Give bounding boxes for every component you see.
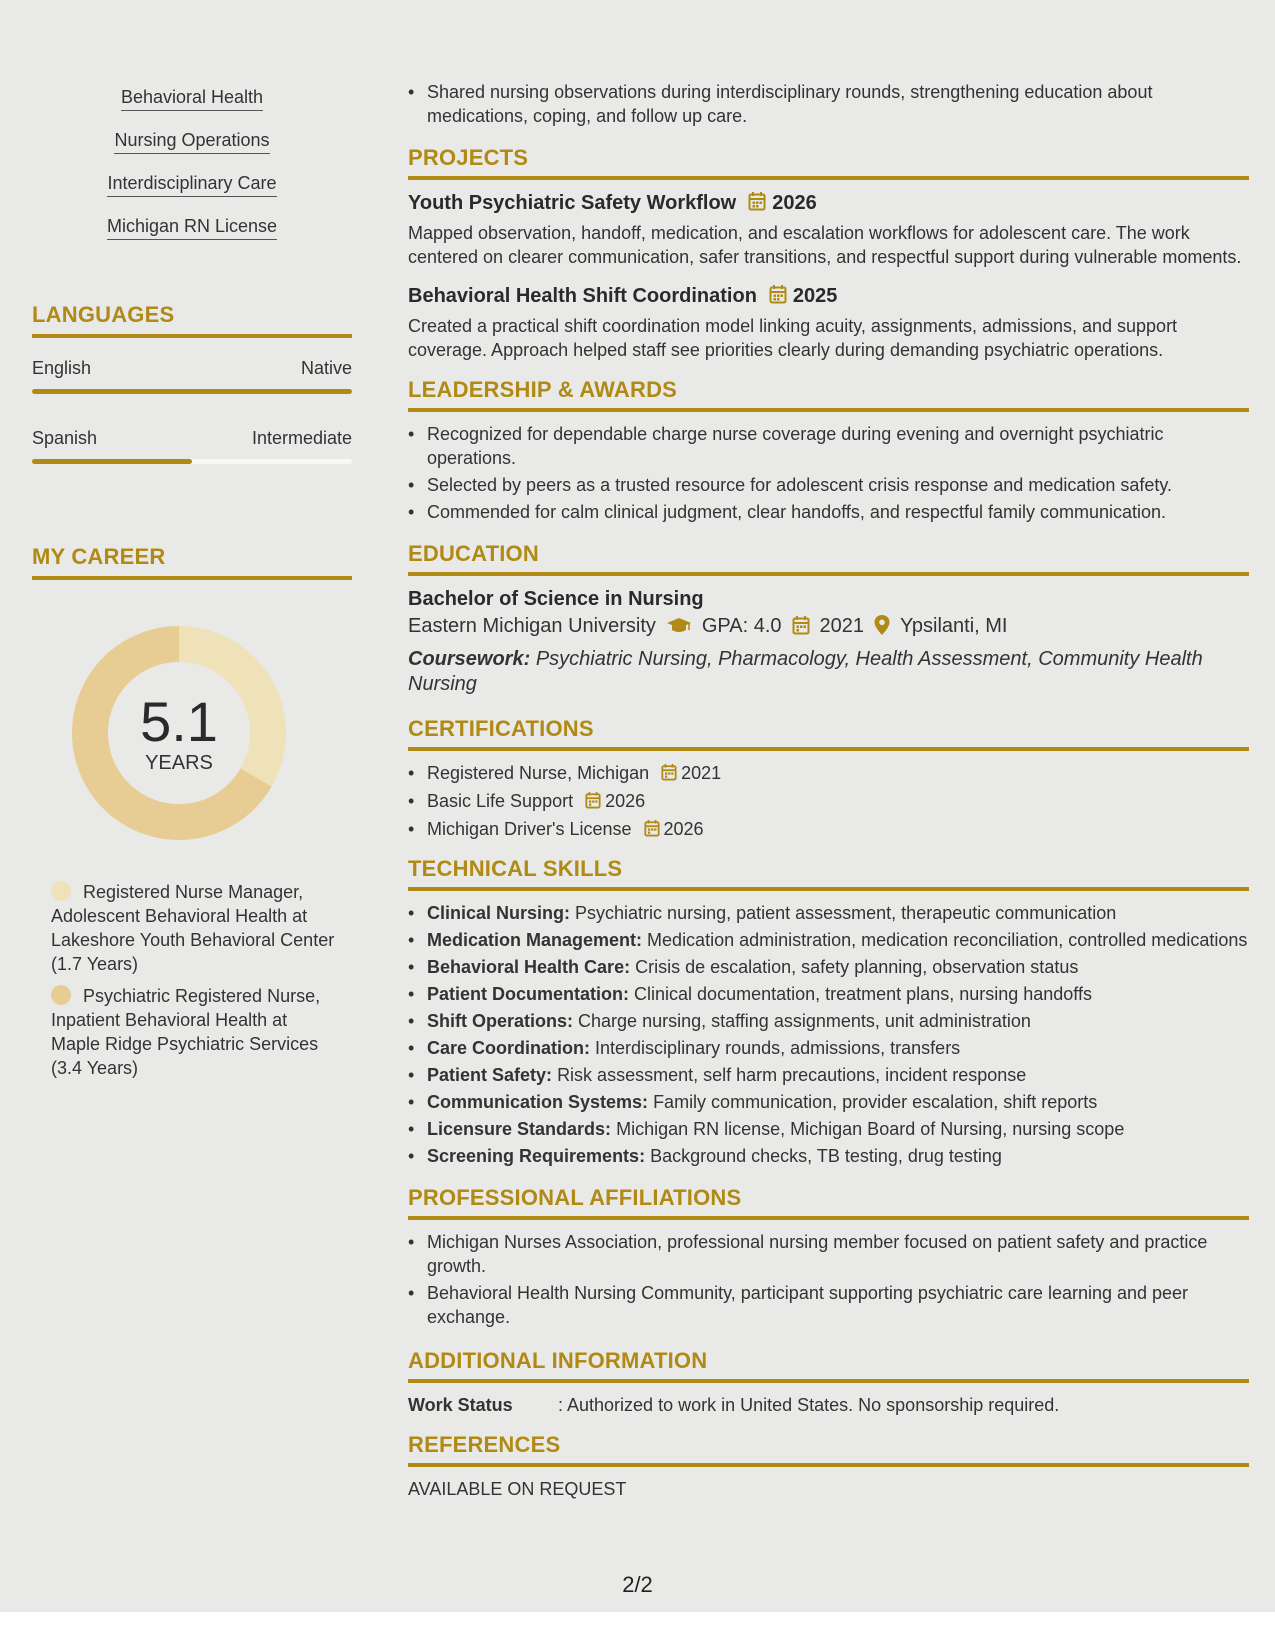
language-english: [32, 358, 352, 394]
coursework-label: Coursework:: [408, 648, 531, 670]
skill-item: [408, 955, 1249, 979]
certification-item: [408, 817, 1249, 843]
affiliation-item: • Michigan Nurses Association, professional nursing member focused on patient safety and practice growth.: [408, 1230, 1249, 1278]
skill-label: Licensure Standards:: [427, 1119, 612, 1139]
certification-year: 2026: [605, 791, 646, 811]
education-details: [408, 612, 1249, 643]
career-legend-item: [51, 984, 341, 1080]
career-unit: YEARS: [145, 752, 213, 774]
skill-text: Clinical documentation, treatment plans, nursing handoffs: [634, 984, 1092, 1004]
skill-label: Medication Management:: [427, 930, 643, 950]
skill-item: [408, 1009, 1249, 1033]
skill-item: [408, 1090, 1249, 1114]
skill-item: [408, 1063, 1249, 1087]
certification-name: Michigan Driver's License: [427, 819, 632, 839]
affiliations-list: [408, 1230, 1249, 1329]
certification-name: Registered Nurse, Michigan: [427, 763, 650, 783]
skill-label: Communication Systems:: [427, 1092, 649, 1112]
language-bar-fill: [32, 459, 192, 464]
coursework: [408, 647, 1249, 697]
project-year: 2026: [772, 192, 817, 214]
skill-text: Psychiatric nursing, patient assessment, therapeutic communication: [575, 903, 1117, 923]
certifications-heading: CERTIFICATIONS: [408, 715, 1249, 751]
career-legend: [51, 880, 341, 1084]
skill-text: Background checks, TB testing, drug testing: [650, 1146, 1002, 1166]
additional-info-heading: ADDITIONAL INFORMATION: [408, 1347, 1249, 1383]
work-status-label: Work Status: [408, 1395, 513, 1415]
career-total: 5.1: [140, 690, 218, 753]
location-pin-icon: [874, 615, 890, 643]
leadership-item: • Selected by peers as a trusted resource for adolescent crisis response and medication safety.: [408, 473, 1249, 497]
language-level: Intermediate: [251, 428, 352, 448]
skill-tag: Behavioral Health: [121, 86, 263, 111]
career-donut: [66, 620, 292, 846]
calendar-icon: [661, 763, 677, 787]
career-legend-item: [51, 880, 341, 976]
project-item: [408, 190, 1249, 269]
technical-skills-list: [408, 901, 1249, 1168]
calendar-icon: [748, 191, 766, 218]
work-status-row: [408, 1393, 1249, 1417]
certification-item: [408, 761, 1249, 787]
skill-label: Clinical Nursing:: [427, 903, 571, 923]
skill-item: [408, 928, 1249, 952]
calendar-icon: [769, 284, 787, 311]
gpa: GPA: 4.0: [701, 615, 782, 637]
graduation-year: 2021: [819, 615, 865, 637]
skill-label: Behavioral Health Care:: [427, 957, 631, 977]
affiliation-item: • Behavioral Health Nursing Community, participant supporting psychiatric care learning and peer exchange.: [408, 1281, 1249, 1329]
experience-bullets: [408, 80, 1249, 128]
project-description: Mapped observation, handoff, medication, and escalation workflows for adolescent care. The work centered on clearer communication, safer transitions, and respectful support during vulnerable moments.: [408, 223, 1242, 267]
project-title: Youth Psychiatric Safety Workflow: [408, 192, 737, 214]
career-item-text: Psychiatric Registered Nurse, Inpatient Behavioral Health at Maple Ridge Psychiatric Services (3.4 Years): [51, 986, 321, 1078]
projects-heading: PROJECTS: [408, 144, 1249, 180]
skill-item: [408, 1144, 1249, 1168]
school-name: Eastern Michigan University: [408, 615, 656, 637]
skill-text: Interdisciplinary rounds, admissions, transfers: [595, 1038, 961, 1058]
project-item: [408, 283, 1249, 362]
skill-tag: Nursing Operations: [114, 129, 269, 154]
leadership-list: [408, 422, 1249, 524]
legend-dot-icon: [51, 985, 71, 1005]
skill-text: Crisis de escalation, safety planning, observation status: [635, 957, 1079, 977]
skill-text: Medication administration, medication reconciliation, controlled medications: [647, 930, 1248, 950]
calendar-icon: [792, 615, 810, 643]
skill-text: Family communication, provider escalation, shift reports: [653, 1092, 1098, 1112]
skill-text: Risk assessment, self harm precautions, incident response: [557, 1065, 1027, 1085]
calendar-icon: [585, 791, 601, 815]
skill-item: [408, 982, 1249, 1006]
leadership-heading: LEADERSHIP & AWARDS: [408, 376, 1249, 412]
language-bar: [32, 389, 352, 394]
skill-text: Michigan RN license, Michigan Board of Nursing, nursing scope: [616, 1119, 1125, 1139]
skill-label: Shift Operations:: [427, 1011, 574, 1031]
skill-tags: [32, 86, 352, 258]
calendar-icon: [644, 819, 660, 843]
skill-item: [408, 901, 1249, 925]
skill-label: Patient Documentation:: [427, 984, 630, 1004]
main-column: [408, 0, 1249, 1501]
degree-title: Bachelor of Science in Nursing: [408, 588, 704, 610]
skill-item: [408, 1117, 1249, 1141]
references-heading: REFERENCES: [408, 1431, 1249, 1467]
technical-skills-heading: TECHNICAL SKILLS: [408, 855, 1249, 891]
skill-label: Patient Safety:: [427, 1065, 553, 1085]
certification-year: 2021: [681, 763, 722, 783]
skill-label: Care Coordination:: [427, 1038, 591, 1058]
experience-bullet: • Shared nursing observations during interdisciplinary rounds, strengthening education about medications, coping, and follow up care.: [408, 80, 1249, 128]
school-location: Ypsilanti, MI: [900, 615, 1008, 637]
project-title: Behavioral Health Shift Coordination: [408, 285, 757, 307]
certification-item: [408, 789, 1249, 815]
skill-tag: Interdisciplinary Care: [107, 172, 276, 197]
languages-heading: LANGUAGES: [32, 302, 352, 338]
references-text: AVAILABLE ON REQUEST: [408, 1479, 627, 1499]
work-status-value: : Authorized to work in United States. No sponsorship required.: [558, 1395, 1060, 1415]
skill-text: Charge nursing, staffing assignments, unit administration: [578, 1011, 1031, 1031]
affiliations-heading: PROFESSIONAL AFFILIATIONS: [408, 1184, 1249, 1220]
career-heading: MY CAREER: [32, 544, 352, 580]
certification-name: Basic Life Support: [427, 791, 574, 811]
coursework-text: Psychiatric Nursing, Pharmacology, Health Assessment, Community Health Nursing: [408, 648, 1203, 695]
language-name: English: [32, 358, 92, 378]
education-heading: EDUCATION: [408, 540, 1249, 576]
certification-year: 2026: [663, 819, 704, 839]
leadership-item: • Commended for calm clinical judgment, clear handoffs, and respectful family communication.: [408, 500, 1249, 524]
leadership-item: • Recognized for dependable charge nurse coverage during evening and overnight psychiatric operations.: [408, 422, 1249, 470]
language-bar-fill: [32, 389, 352, 394]
language-spanish: [32, 428, 352, 464]
project-year: 2025: [792, 285, 838, 307]
language-bar: [32, 459, 352, 464]
page-number: 2/2: [622, 1572, 653, 1597]
skill-tag: Michigan RN License: [107, 215, 277, 240]
language-level: Native: [300, 358, 352, 378]
skill-label: Screening Requirements:: [427, 1146, 646, 1166]
graduation-cap-icon: [666, 615, 692, 643]
certifications-list: [408, 761, 1249, 843]
legend-dot-icon: [51, 881, 71, 901]
career-item-text: Registered Nurse Manager, Adolescent Behavioral Health at Lakeshore Youth Behavioral Center (1.7 Years): [51, 882, 335, 974]
project-description: Created a practical shift coordination model linking acuity, assignments, admissions, and support coverage. Approach helped staff see priorities clearly during demanding psychiatric operations.: [408, 316, 1178, 360]
skill-item: [408, 1036, 1249, 1060]
language-name: Spanish: [32, 428, 98, 448]
